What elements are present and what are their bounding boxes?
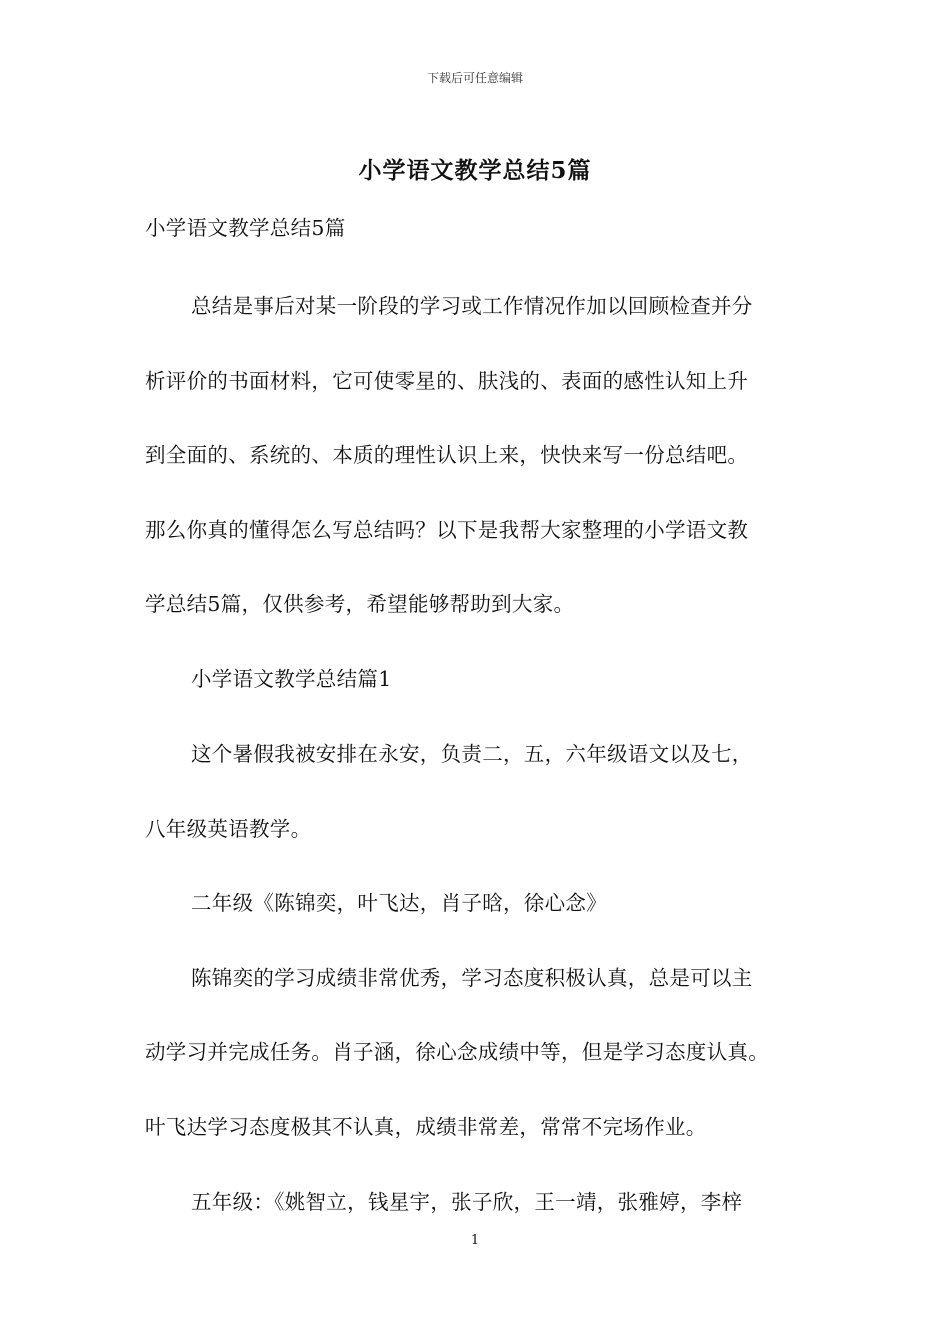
body-line: 到全面的、系统的、本质的理性认识上来，快快来写一份总结吧。 — [145, 443, 749, 467]
body-line: 二年级《陈锦奕，叶飞达，肖子晗，徐心念》 — [191, 891, 607, 915]
body-line: 动学习并完成任务。肖子涵，徐心念成绩中等，但是学习态度认真。 — [145, 1040, 769, 1064]
body-line: 陈锦奕的学习成绩非常优秀，学习态度积极认真，总是可以主 — [191, 966, 753, 990]
body-line: 五年级：《姚智立，钱星宇，张子欣，王一靖，张雅婷，李梓 — [191, 1190, 743, 1214]
section-heading: 小学语文教学总结篇1 — [191, 667, 392, 691]
body-line: 析评价的书面材料，它可使零星的、肤浅的、表面的感性认知上升 — [145, 369, 749, 393]
body-line: 学总结5篇，仅供参考，希望能够帮助到大家。 — [145, 592, 575, 616]
page-number: 1 — [470, 1233, 480, 1248]
document-title: 小学语文教学总结5篇 — [358, 157, 592, 184]
body-line: 总结是事后对某一阶段的学习或工作情况作加以回顾检查并分 — [191, 294, 753, 318]
body-line: 叶飞达学习态度极其不认真，成绩非常差，常常不完场作业。 — [145, 1115, 707, 1139]
body-line: 那么你真的懂得怎么写总结吗？以下是我帮大家整理的小学语文教 — [145, 518, 749, 542]
body-line: 这个暑假我被安排在永安，负责二，五，六年级语文以及七， — [191, 742, 753, 766]
subtitle-line: 小学语文教学总结5篇 — [145, 216, 346, 240]
body-line: 八年级英语教学。 — [145, 817, 312, 841]
header-note: 下载后可任意编辑 — [426, 71, 523, 85]
